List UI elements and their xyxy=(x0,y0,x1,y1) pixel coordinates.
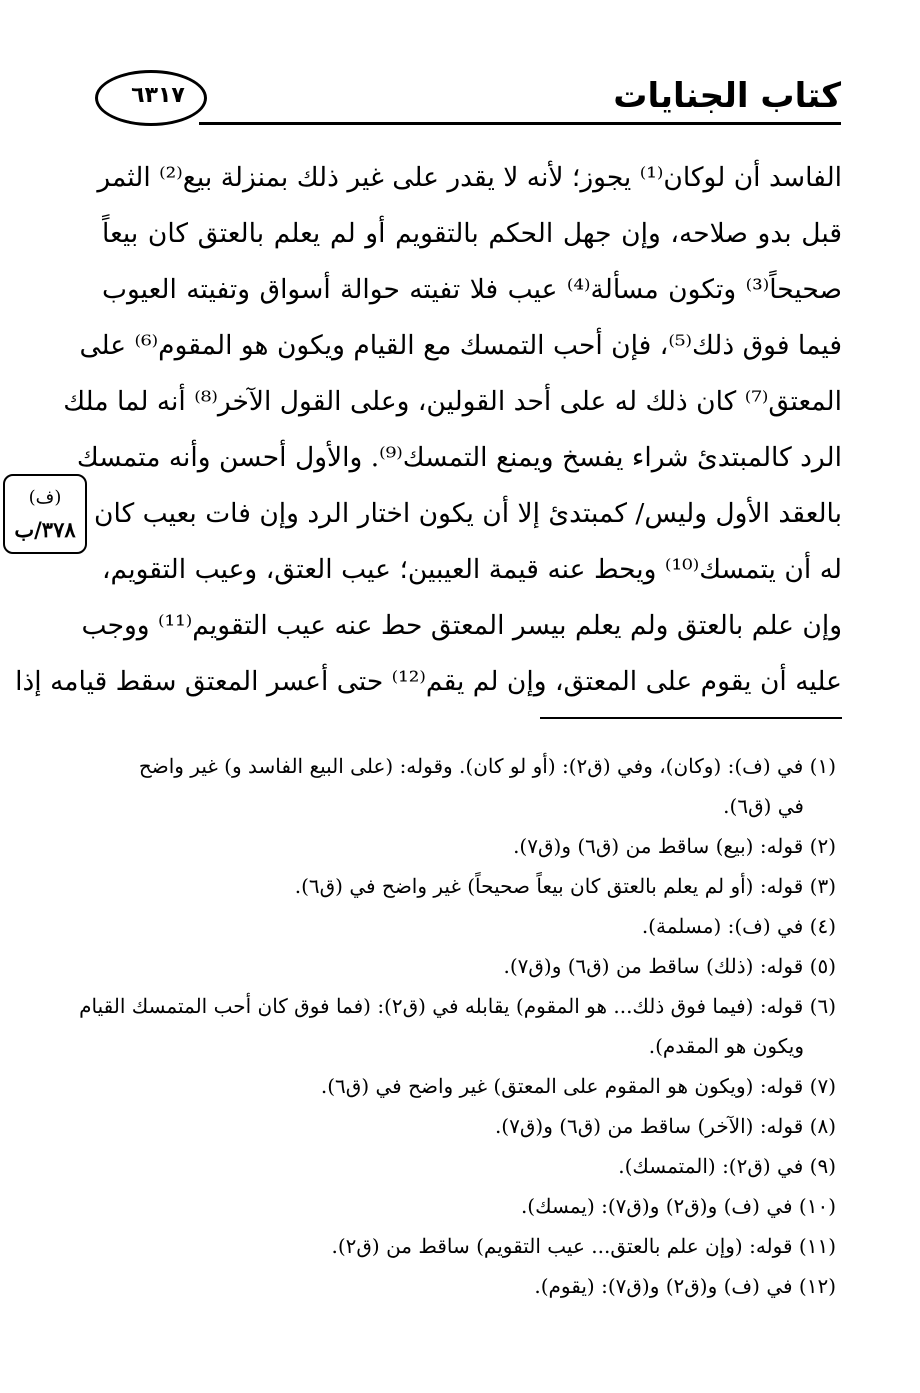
body-line: الفاسد أن لوكان⁽¹⁾ يجوز؛ لأنه لا يقدر على غير ذلك بمنزلة بيع⁽²⁾ الثمر xyxy=(97,162,842,193)
body-line: صحيحاً⁽³⁾ وتكون مسألة⁽⁴⁾ عيب فلا تفيته حوالة أسواق وتفيته العيوب xyxy=(102,274,842,305)
margin-manuscript-siglum: (ف) xyxy=(28,487,62,508)
margin-folio-note xyxy=(3,474,87,554)
footnote-line: (٧) قوله: (ويكون هو المقوم على المعتق) غير واضح في (ق٦). xyxy=(320,1074,836,1098)
footnote-line: (١) في (ف): (وكان)، وفي (ق٢): (أو لو كان). وقوله: (على البيع الفاسد و) غير واضح xyxy=(138,754,836,778)
body-line: وإن علم بالعتق ولم يعلم بيسر المعتق حط عنه عيب التقويم⁽¹¹⁾ ووجب xyxy=(81,610,842,641)
body-line: قبل بدو صلاحه، وإن جهل الحكم بالتقويم أو لم يعلم بالعتق كان بيعاً xyxy=(102,218,842,249)
body-line: بالعقد الأول وليس/ كمبتدئ إلا أن يكون اختار الرد وإن فات بعيب كان xyxy=(94,498,842,529)
page-number: ٦٣١٧ xyxy=(131,83,185,108)
footnote-line: (٥) قوله: (ذلك) ساقط من (ق٦) و(ق٧). xyxy=(503,954,836,978)
body-line: عليه أن يقوم على المعتق، وإن لم يقم⁽¹²⁾ حتى أعسر المعتق سقط قيامه إذا xyxy=(15,666,842,697)
footnote-line: ويكون هو المقدم). xyxy=(648,1034,804,1058)
header-rule xyxy=(199,122,841,125)
footnote-line: (٢) قوله: (بيع) ساقط من (ق٦) و(ق٧). xyxy=(513,834,836,858)
margin-folio-number: ٣٧٨/ب xyxy=(14,517,76,542)
body-line: فيما فوق ذلك⁽⁵⁾، فإن أحب التمسك مع القيام ويكون هو المقوم⁽⁶⁾ على xyxy=(79,330,842,361)
footnote-line: (٨) قوله: (الآخر) ساقط من (ق٦) و(ق٧). xyxy=(494,1114,836,1138)
footnote-line: (١١) قوله: (وإن علم بالعتق... عيب التقويم) ساقط من (ق٢). xyxy=(331,1234,836,1258)
footnote-line: (٤) في (ف): (مسلمة). xyxy=(641,914,836,938)
page-header xyxy=(95,52,841,132)
footnotes xyxy=(79,746,836,1306)
body-line: له أن يتمسك⁽¹⁰⁾ ويحط عنه قيمة العيبين؛ عيب العتق، وعيب التقويم، xyxy=(102,554,842,585)
footnote-line: (١٠) في (ف) و(ق٢) و(ق٧): (يمسك). xyxy=(520,1194,836,1218)
footnote-line: (٩) في (ق٢): (المتمسك). xyxy=(618,1154,836,1178)
chapter-title: كتاب الجنايات xyxy=(613,76,841,116)
footnote-separator xyxy=(540,717,842,719)
body-line: الرد كالمبتدئ شراء يفسخ ويمنع التمسك⁽⁹⁾. والأول أحسن وأنه متمسك xyxy=(76,442,842,473)
footnote-line: (٣) قوله: (أو لم يعلم بالعتق كان بيعاً صحيحاً) غير واضح في (ق٦). xyxy=(294,874,836,898)
footnote-line: في (ق٦). xyxy=(723,794,804,818)
body-line: المعتق⁽⁷⁾ كان ذلك له على أحد القولين، وعلى القول الآخر⁽⁸⁾ أنه لما ملك xyxy=(63,386,842,417)
footnote-line: (١٢) في (ف) و(ق٢) و(ق٧): (يقوم). xyxy=(534,1274,836,1298)
footnote-line: (٦) قوله: (فيما فوق ذلك... هو المقوم) يقابله في (ق٢): (فما فوق كان أحب المتمسك القيام xyxy=(79,994,836,1018)
